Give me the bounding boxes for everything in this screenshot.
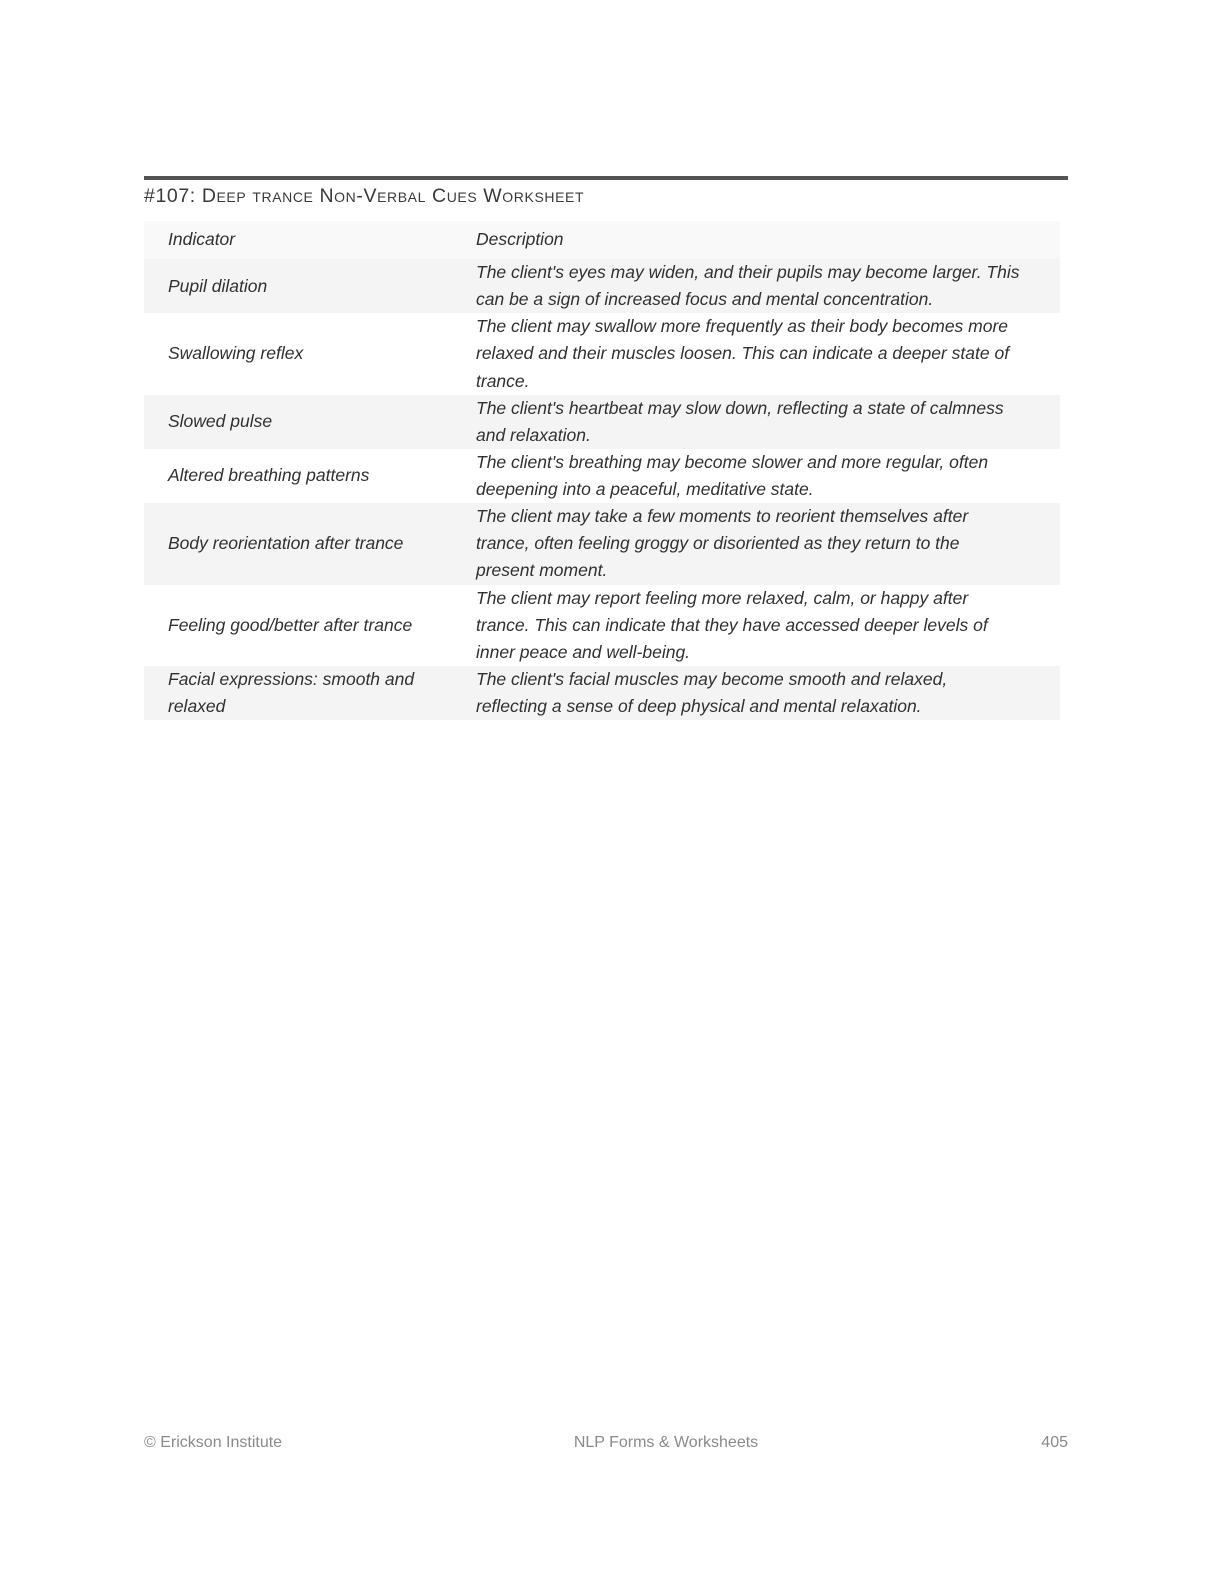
table-row — [144, 666, 1060, 720]
footer-page-number: 405 — [1041, 1434, 1068, 1451]
cell-description: The client's heartbeat may slow down, reflecting a state of calmness and relaxation. — [476, 397, 1004, 445]
table-row — [144, 585, 1060, 666]
table-body — [144, 259, 1060, 720]
cell-description: The client may swallow more frequently as their body becomes more relaxed and their muscles loosen. This can indicate a deeper state of trance. — [476, 316, 1010, 391]
cell-description: The client may report feeling more relaxed, calm, or happy after trance. This can indicate that they have accessed deeper levels of inner peace and well-being. — [476, 587, 988, 662]
footer-section-title: NLP Forms & Worksheets — [573, 1434, 759, 1451]
column-header-description: Description — [452, 221, 1060, 259]
cell-description: The client's breathing may become slower and more regular, often deepening into a peaceful, meditative state. — [476, 451, 989, 499]
table-header — [144, 221, 1060, 259]
table-row — [144, 395, 1060, 449]
cell-indicator: Feeling good/better after trance — [168, 614, 413, 635]
cell-indicator: Body reorientation after trance — [168, 533, 404, 554]
cell-indicator: Altered breathing patterns — [168, 465, 370, 486]
cell-description: The client may take a few moments to reorient themselves after trance, often feeling groggy or disoriented as they return to the present moment. — [476, 506, 969, 581]
page-footer — [144, 1434, 1068, 1452]
cell-description: The client's facial muscles may become smooth and relaxed, reflecting a sense of deep physical and mental relaxation. — [476, 668, 948, 716]
footer-copyright: © Erickson Institute — [144, 1434, 283, 1451]
cell-indicator: Facial expressions: smooth and relaxed — [168, 668, 415, 716]
table-row — [144, 503, 1060, 584]
cell-indicator: Pupil dilation — [168, 275, 268, 296]
cell-indicator: Swallowing reflex — [168, 343, 304, 364]
table-row — [144, 313, 1060, 394]
cell-description: The client's eyes may widen, and their pupils may become larger. This can be a sign of increased focus and mental concentration. — [476, 262, 1020, 310]
cell-indicator: Slowed pulse — [168, 411, 273, 432]
cues-table — [144, 221, 1060, 720]
header-rule — [144, 176, 1068, 180]
column-header-indicator: Indicator — [144, 221, 452, 259]
table-header-row — [144, 221, 1060, 259]
table-row — [144, 449, 1060, 503]
page-title: #107: Deep trance Non-Verbal Cues Worksheet — [144, 185, 585, 207]
table-row — [144, 259, 1060, 313]
